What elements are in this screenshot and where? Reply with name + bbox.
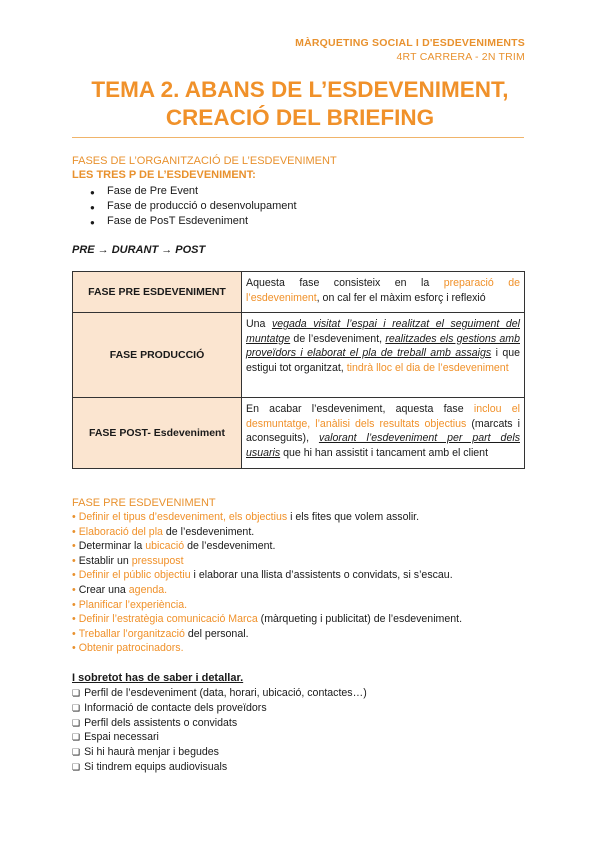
list-item: • Elaboració del pla de l’esdeveniment. xyxy=(72,525,462,540)
phase-item: ● Fase de producció o desenvolupament xyxy=(90,199,297,214)
title-line-1: TEMA 2. ABANS DE L’ESDEVENIMENT, xyxy=(91,77,509,102)
list-item: ❏ Perfil dels assistents o convidats xyxy=(72,716,367,731)
list-item: ❏ Si hi haurà menjar i begudes xyxy=(72,745,367,760)
header-course: 4RT CARRERA - 2N TRIM xyxy=(396,51,525,63)
row-label: FASE PRODUCCIÓ xyxy=(73,313,242,398)
list-item: ❏ Informació de contacte dels proveïdors xyxy=(72,701,367,716)
list-item: ❏ Perfil de l’esdeveniment (data, horari, ubicació, contactes…) xyxy=(72,686,367,701)
table-row xyxy=(73,272,525,313)
pre-list xyxy=(72,510,462,656)
list-item: • Definir l’estratègia comunicació Marca (màrqueting i publicitat) de l’esdeveniment. xyxy=(72,612,462,627)
phase-item: ● Fase de PosT Esdeveniment xyxy=(90,214,297,229)
list-item: • Obtenir patrocinadors. xyxy=(72,641,462,656)
list-item: • Planificar l’experiència. xyxy=(72,598,462,613)
list-item: • Definir el tipus d’esdeveniment, els objectius i els fites que volem assolir. xyxy=(72,510,462,525)
row-description: Aquesta fase consisteix en la preparació de l’esdeveniment, on cal fer el màxim esforç i reflexió xyxy=(242,272,525,313)
pre-heading: FASE PRE ESDEVENIMENT xyxy=(72,497,216,509)
page-title xyxy=(72,76,528,132)
list-item: ❏ Espai necessari xyxy=(72,730,367,745)
list-item: • Treballar l’organització del personal. xyxy=(72,627,462,642)
phases-heading: FASES DE L’ORGANITZACIÓ DE L’ESDEVENIMENT xyxy=(72,155,337,167)
list-item: ❏ Si tindrem equips audiovisuals xyxy=(72,760,367,775)
phase-flow: PRE → DURANT → POST xyxy=(72,244,206,256)
table-row xyxy=(73,398,525,469)
phases-subheading: LES TRES P DE L’ESDEVENIMENT: xyxy=(72,169,256,181)
list-item: • Definir el públic objectiu i elaborar una llista d’assistents o convidats, si s’escau. xyxy=(72,568,462,583)
table-row xyxy=(73,313,525,398)
header-subject: MÀRQUETING SOCIAL I D'ESDEVENIMENTS xyxy=(295,37,525,49)
list-item: • Establir un pressupost xyxy=(72,554,462,569)
details-heading: I sobretot has de saber i detallar. xyxy=(72,672,244,684)
title-line-2: CREACIÓ DEL BRIEFING xyxy=(165,105,435,130)
row-label: FASE PRE ESDEVENIMENT xyxy=(73,272,242,313)
title-divider xyxy=(72,137,524,138)
phase-item: ● Fase de Pre Event xyxy=(90,184,297,199)
row-label: FASE POST- Esdeveniment xyxy=(73,398,242,469)
details-list xyxy=(72,686,367,775)
list-item: • Crear una agenda. xyxy=(72,583,462,598)
row-description: Una vegada visitat l’espai i realitzat el seguiment del muntatge de l’esdeveniment, realitzades els gestions amb proveïdors i elaborat el pla de treball amb assaigs i que estigui tot organitzat, tindrà lloc el dia de l’esdeveniment xyxy=(242,313,525,398)
list-item: • Determinar la ubicació de l’esdeveniment. xyxy=(72,539,462,554)
phases-table xyxy=(72,271,525,469)
row-description: En acabar l’esdeveniment, aquesta fase inclou el desmuntatge, l’anàlisi dels resultats objectius (marcats i aconseguits), valorant l’esdeveniment per part dels usuaris que hi han assistit i tancament amb el client xyxy=(242,398,525,469)
phases-list xyxy=(90,184,297,229)
